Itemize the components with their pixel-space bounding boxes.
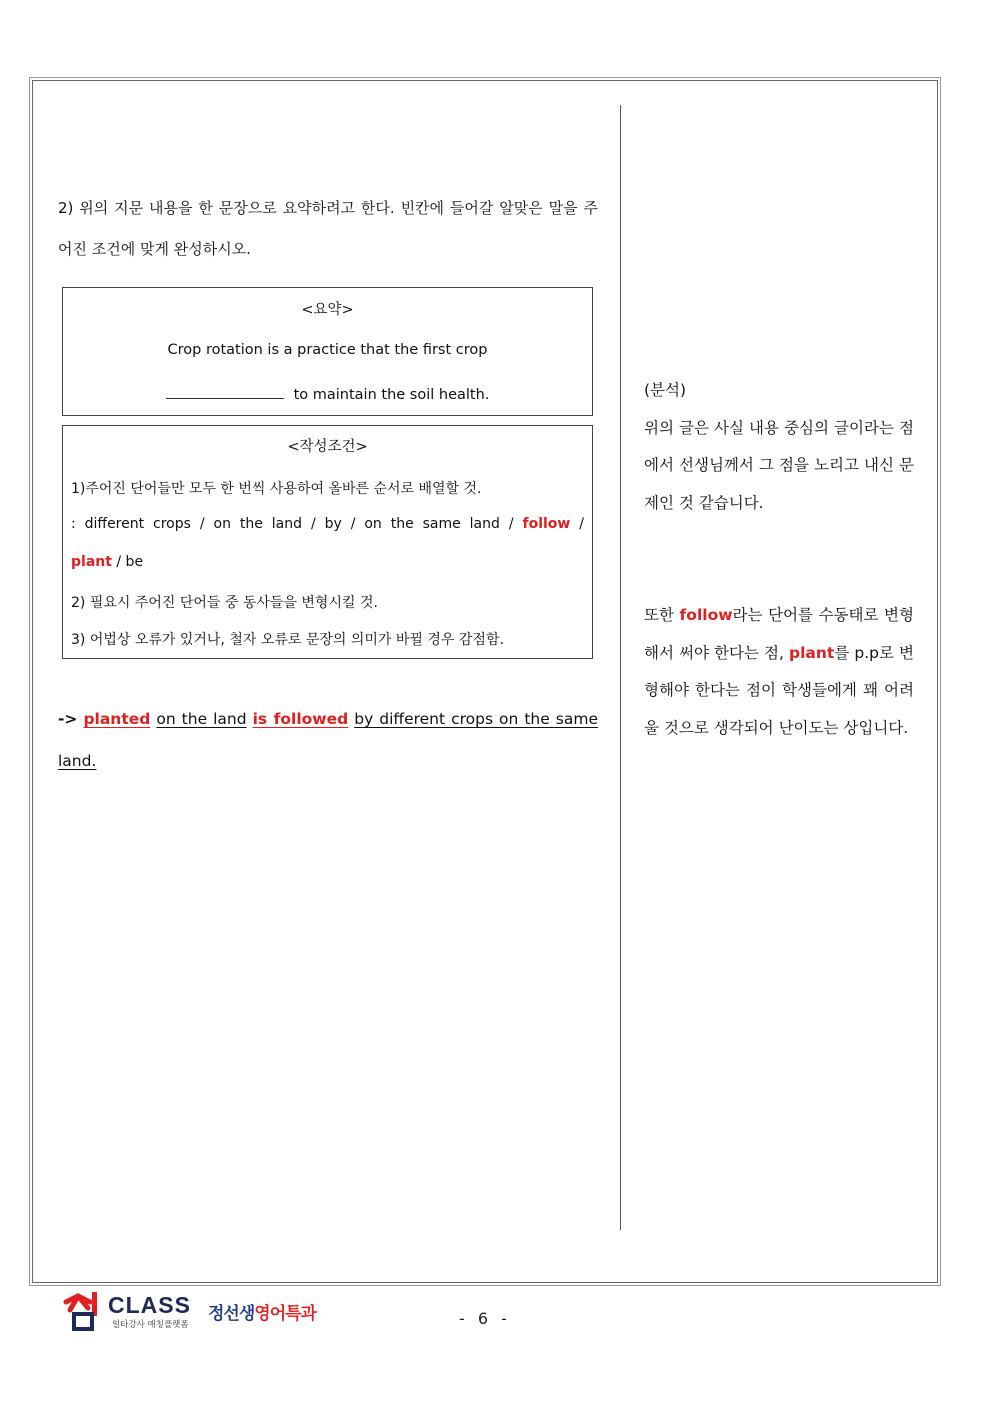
word-follow: follow: [522, 516, 571, 532]
analysis-paragraph-1: 위의 글은 사실 내용 중심의 글이라는 점에서 선생님께서 그 점을 노리고 내신 문제인 것 같습니다.: [644, 418, 914, 512]
summary-box: [62, 287, 593, 416]
page-number: - 6 -: [459, 1309, 511, 1328]
summary-line-1: Crop rotation is a practice that the first crop: [167, 342, 488, 358]
logo-subtitle: 일타강사 매칭플랫폼: [112, 1320, 189, 1330]
logo-brand: [208, 1299, 316, 1324]
answer-line: [58, 698, 598, 782]
analysis-follow: follow: [679, 606, 733, 624]
analysis-heading: (분석): [644, 381, 687, 399]
answer-rest: by different crops on the same land.: [58, 710, 598, 770]
brand-part-a: 정선생: [208, 1304, 255, 1324]
word-list-tail: / be: [116, 554, 144, 570]
answer-blank: [166, 384, 284, 399]
condition-1: 1)주어진 단어들만 모두 한 번씩 사용하여 올바른 순서로 배열할 것.: [71, 481, 482, 497]
conditions-box: [62, 425, 593, 659]
logo-class-text: CLASS: [108, 1292, 191, 1318]
summary-line-2-text: to maintain the soil health.: [293, 387, 490, 403]
brand-part-b: 영어특과: [254, 1304, 316, 1324]
analysis-plant: plant: [789, 643, 835, 662]
answer-on-the-land: on the land: [156, 710, 247, 728]
analysis-column: [644, 372, 914, 747]
answer-arrow: ->: [58, 710, 78, 728]
condition-2: 2) 필요시 주어진 단어들 중 동사들을 변형시킬 것.: [71, 595, 378, 611]
word-list-prefix: : different crops / on the land / by / on the same land /: [71, 516, 514, 532]
column-divider: [620, 105, 621, 1230]
answer-is-followed: is followed: [252, 710, 349, 728]
word-list-line-2: [71, 554, 584, 570]
answer-planted: planted: [83, 710, 151, 728]
word-plant: plant: [71, 554, 112, 570]
condition-3: 3) 어법상 오류가 있거나, 철자 오류로 문장의 의미가 바뀔 경우 감점함.: [71, 632, 504, 648]
summary-line-2: [63, 384, 592, 403]
summary-title: <요약>: [301, 302, 354, 318]
footer-logo: [60, 1284, 330, 1334]
analysis-p2-end: 를 p.p로 변형해야 한다는 점이 학생들에게 꽤 어려울 것으로 생각되어 난이도는 상입니다.: [644, 643, 914, 737]
question-text: 2) 위의 지문 내용을 한 문장으로 요약하려고 한다. 빈칸에 들어갈 알맞은 말을 주어진 조건에 맞게 완성하시오.: [58, 199, 598, 258]
question-prompt: [58, 188, 598, 270]
cham-logo-icon: [60, 1284, 108, 1332]
analysis-p2-start: 또한: [644, 606, 674, 624]
analysis-paragraph-2: [644, 597, 914, 747]
word-list-line: [71, 516, 584, 532]
word-list-sep: /: [579, 516, 584, 532]
analysis-p2-mid: 라는 단어를 수동태로 변형해서 써야 한다는 점,: [644, 606, 914, 662]
conditions-title: <작성조건>: [287, 439, 368, 455]
